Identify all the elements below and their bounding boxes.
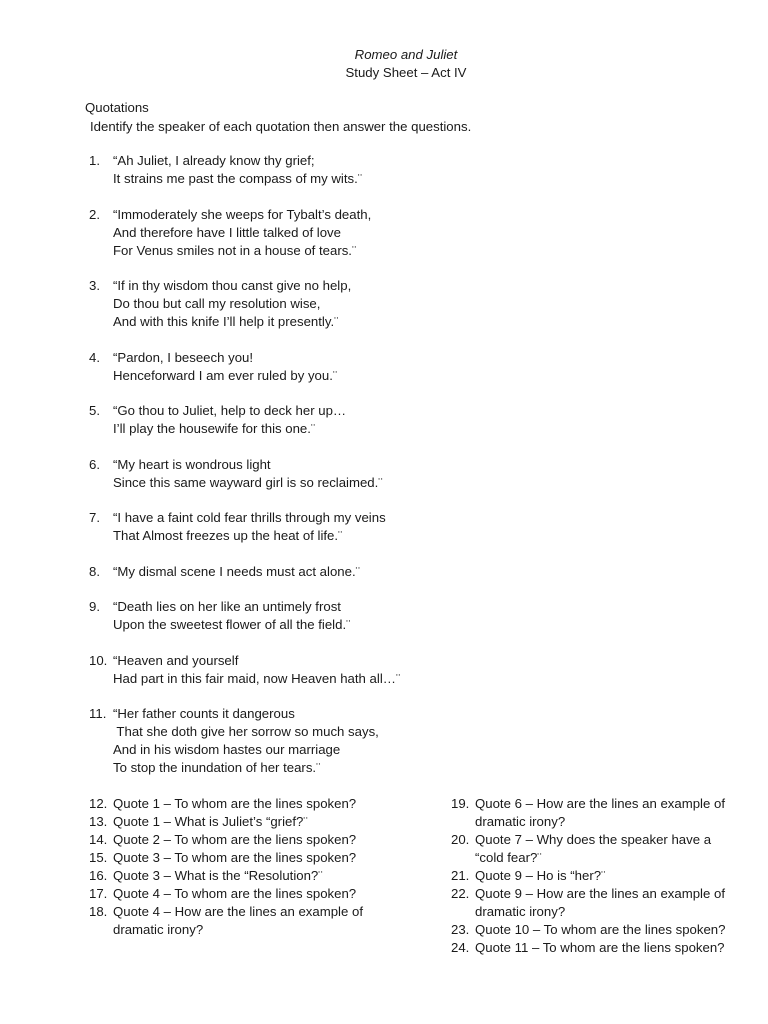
question-text: Quote 1 – To whom are the lines spoken? <box>113 796 357 811</box>
quotation-number: 1. <box>89 153 100 168</box>
quotation-text <box>113 402 509 438</box>
question-number: 13. <box>89 814 108 829</box>
question-number: 23. <box>451 922 470 937</box>
quotation-item <box>89 152 509 188</box>
quotation-line: To stop the inundation of her tears.¨ <box>113 760 321 775</box>
quotation-line: Upon the sweetest flower of all the field.¨ <box>113 617 351 632</box>
quotation-number: 10. <box>89 652 108 668</box>
quotation-line: It strains me past the compass of my wits.¨ <box>113 171 363 186</box>
quotation-line: “Pardon, I beseech you! <box>113 349 254 365</box>
quotation-text <box>113 705 509 777</box>
question-number: 15. <box>89 850 108 865</box>
question-text: Quote 3 – To whom are the lines spoken? <box>113 850 357 865</box>
quotation-text <box>113 563 509 581</box>
quotation-number: 5. <box>89 403 100 418</box>
quotation-number: 7. <box>89 510 100 525</box>
quotation-line: “Her father counts it dangerous <box>113 706 295 721</box>
question-item <box>451 939 731 957</box>
question-number: 17. <box>89 886 108 901</box>
question-number: 21. <box>451 868 470 883</box>
quotation-item <box>89 509 509 545</box>
quotation-number: 9. <box>89 599 100 614</box>
question-item <box>89 795 389 813</box>
quotation-text <box>113 349 509 385</box>
quotation-line: “Ah Juliet, I already know thy grief; <box>113 153 315 168</box>
section-heading: Quotations <box>85 100 149 115</box>
question-text: Quote 9 – How are the lines an example of dramatic irony? <box>475 886 725 919</box>
question-number: 24. <box>451 940 470 955</box>
question-text: Quote 4 – How are the lines an example of dramatic irony? <box>113 904 363 937</box>
quotation-item <box>89 349 509 385</box>
quotation-line: For Venus smiles not in a house of tears.¨ <box>113 242 357 258</box>
quotation-line: And in his wisdom hastes our marriage <box>113 742 341 757</box>
quotation-line: “My dismal scene I needs must act alone.¨ <box>113 563 361 579</box>
quotation-item <box>89 402 509 438</box>
title-block <box>0 46 768 82</box>
quotation-line: “Go thou to Juliet, help to deck her up… <box>113 403 347 418</box>
question-number: 12. <box>89 796 108 811</box>
quotation-item <box>89 705 509 777</box>
quotation-line: Henceforward I am ever ruled by you.¨ <box>113 367 338 383</box>
quotation-line: “Death lies on her like an untimely frost <box>113 599 341 614</box>
quotation-item <box>89 563 509 581</box>
quotation-item <box>89 598 509 634</box>
quotation-item <box>89 652 509 688</box>
question-list-left <box>89 795 389 939</box>
question-item <box>451 867 731 885</box>
question-item <box>89 867 389 885</box>
quotation-line: That Almost freezes up the heat of life.¨ <box>113 528 343 543</box>
quotation-text <box>113 456 509 492</box>
quotation-number: 2. <box>89 206 100 222</box>
quotation-list <box>89 152 509 795</box>
quotation-line: “My heart is wondrous light <box>113 456 271 472</box>
quotation-text <box>113 509 509 545</box>
question-text: Quote 11 – To whom are the liens spoken? <box>475 940 725 955</box>
quotation-number: 3. <box>89 278 100 293</box>
instructions: Identify the speaker of each quotation then answer the questions. <box>90 119 472 134</box>
quotation-number: 8. <box>89 563 100 579</box>
question-text: Quote 6 – How are the lines an example of dramatic irony? <box>475 796 725 829</box>
question-text: Quote 1 – What is Juliet’s “grief?¨ <box>113 814 308 829</box>
question-item <box>89 903 389 939</box>
quotation-line: And therefore have I little talked of love <box>113 224 341 240</box>
question-text: Quote 7 – Why does the speaker have a “cold fear?¨ <box>475 832 712 865</box>
question-list-right <box>451 795 731 957</box>
quotation-line: “I have a faint cold fear thrills through my veins <box>113 510 386 525</box>
quotation-line: And with this knife I’ll help it presently.¨ <box>113 314 339 329</box>
document-title: Romeo and Juliet <box>354 47 458 62</box>
quotation-line: Do thou but call my resolution wise, <box>113 296 321 311</box>
question-item <box>89 885 389 903</box>
question-number: 16. <box>89 868 108 883</box>
question-item <box>451 921 731 939</box>
quotation-text <box>113 152 509 188</box>
question-item <box>89 813 389 831</box>
question-text: Quote 3 – What is the “Resolution?¨ <box>113 868 323 883</box>
quotation-item <box>89 206 509 260</box>
question-number: 18. <box>89 904 108 919</box>
quotation-line: Had part in this fair maid, now Heaven hath all…¨ <box>113 670 401 686</box>
question-item <box>89 831 389 849</box>
question-item <box>451 795 731 831</box>
question-text: Quote 10 – To whom are the lines spoken? <box>475 922 726 937</box>
question-text: Quote 9 – Ho is “her?¨ <box>475 868 606 883</box>
quotation-item <box>89 277 509 331</box>
question-item <box>451 885 731 921</box>
question-text: Quote 4 – To whom are the lines spoken? <box>113 886 357 901</box>
quotation-line: “If in thy wisdom thou canst give no help, <box>113 278 352 293</box>
document-subtitle: Study Sheet – Act IV <box>345 65 467 80</box>
question-number: 19. <box>451 796 470 811</box>
quotation-number: 6. <box>89 456 100 472</box>
quotation-item <box>89 456 509 492</box>
question-number: 14. <box>89 832 108 847</box>
quotation-line: That she doth give her sorrow so much says, <box>113 724 379 739</box>
quotation-text <box>113 652 509 688</box>
quotation-text <box>113 277 509 331</box>
quotation-text <box>113 598 509 634</box>
question-text: Quote 2 – To whom are the liens spoken? <box>113 832 357 847</box>
question-number: 20. <box>451 832 470 847</box>
question-number: 22. <box>451 886 470 901</box>
quotation-line: “Immoderately she weeps for Tybalt’s death, <box>113 206 372 222</box>
quotation-number: 11. <box>89 706 107 721</box>
question-item <box>89 849 389 867</box>
quotation-line: “Heaven and yourself <box>113 652 239 668</box>
question-item <box>451 831 731 867</box>
quotation-line: Since this same wayward girl is so reclaimed.¨ <box>113 474 383 490</box>
quotation-text <box>113 206 509 260</box>
quotation-number: 4. <box>89 349 100 365</box>
quotation-line: I’ll play the housewife for this one.¨ <box>113 421 316 436</box>
